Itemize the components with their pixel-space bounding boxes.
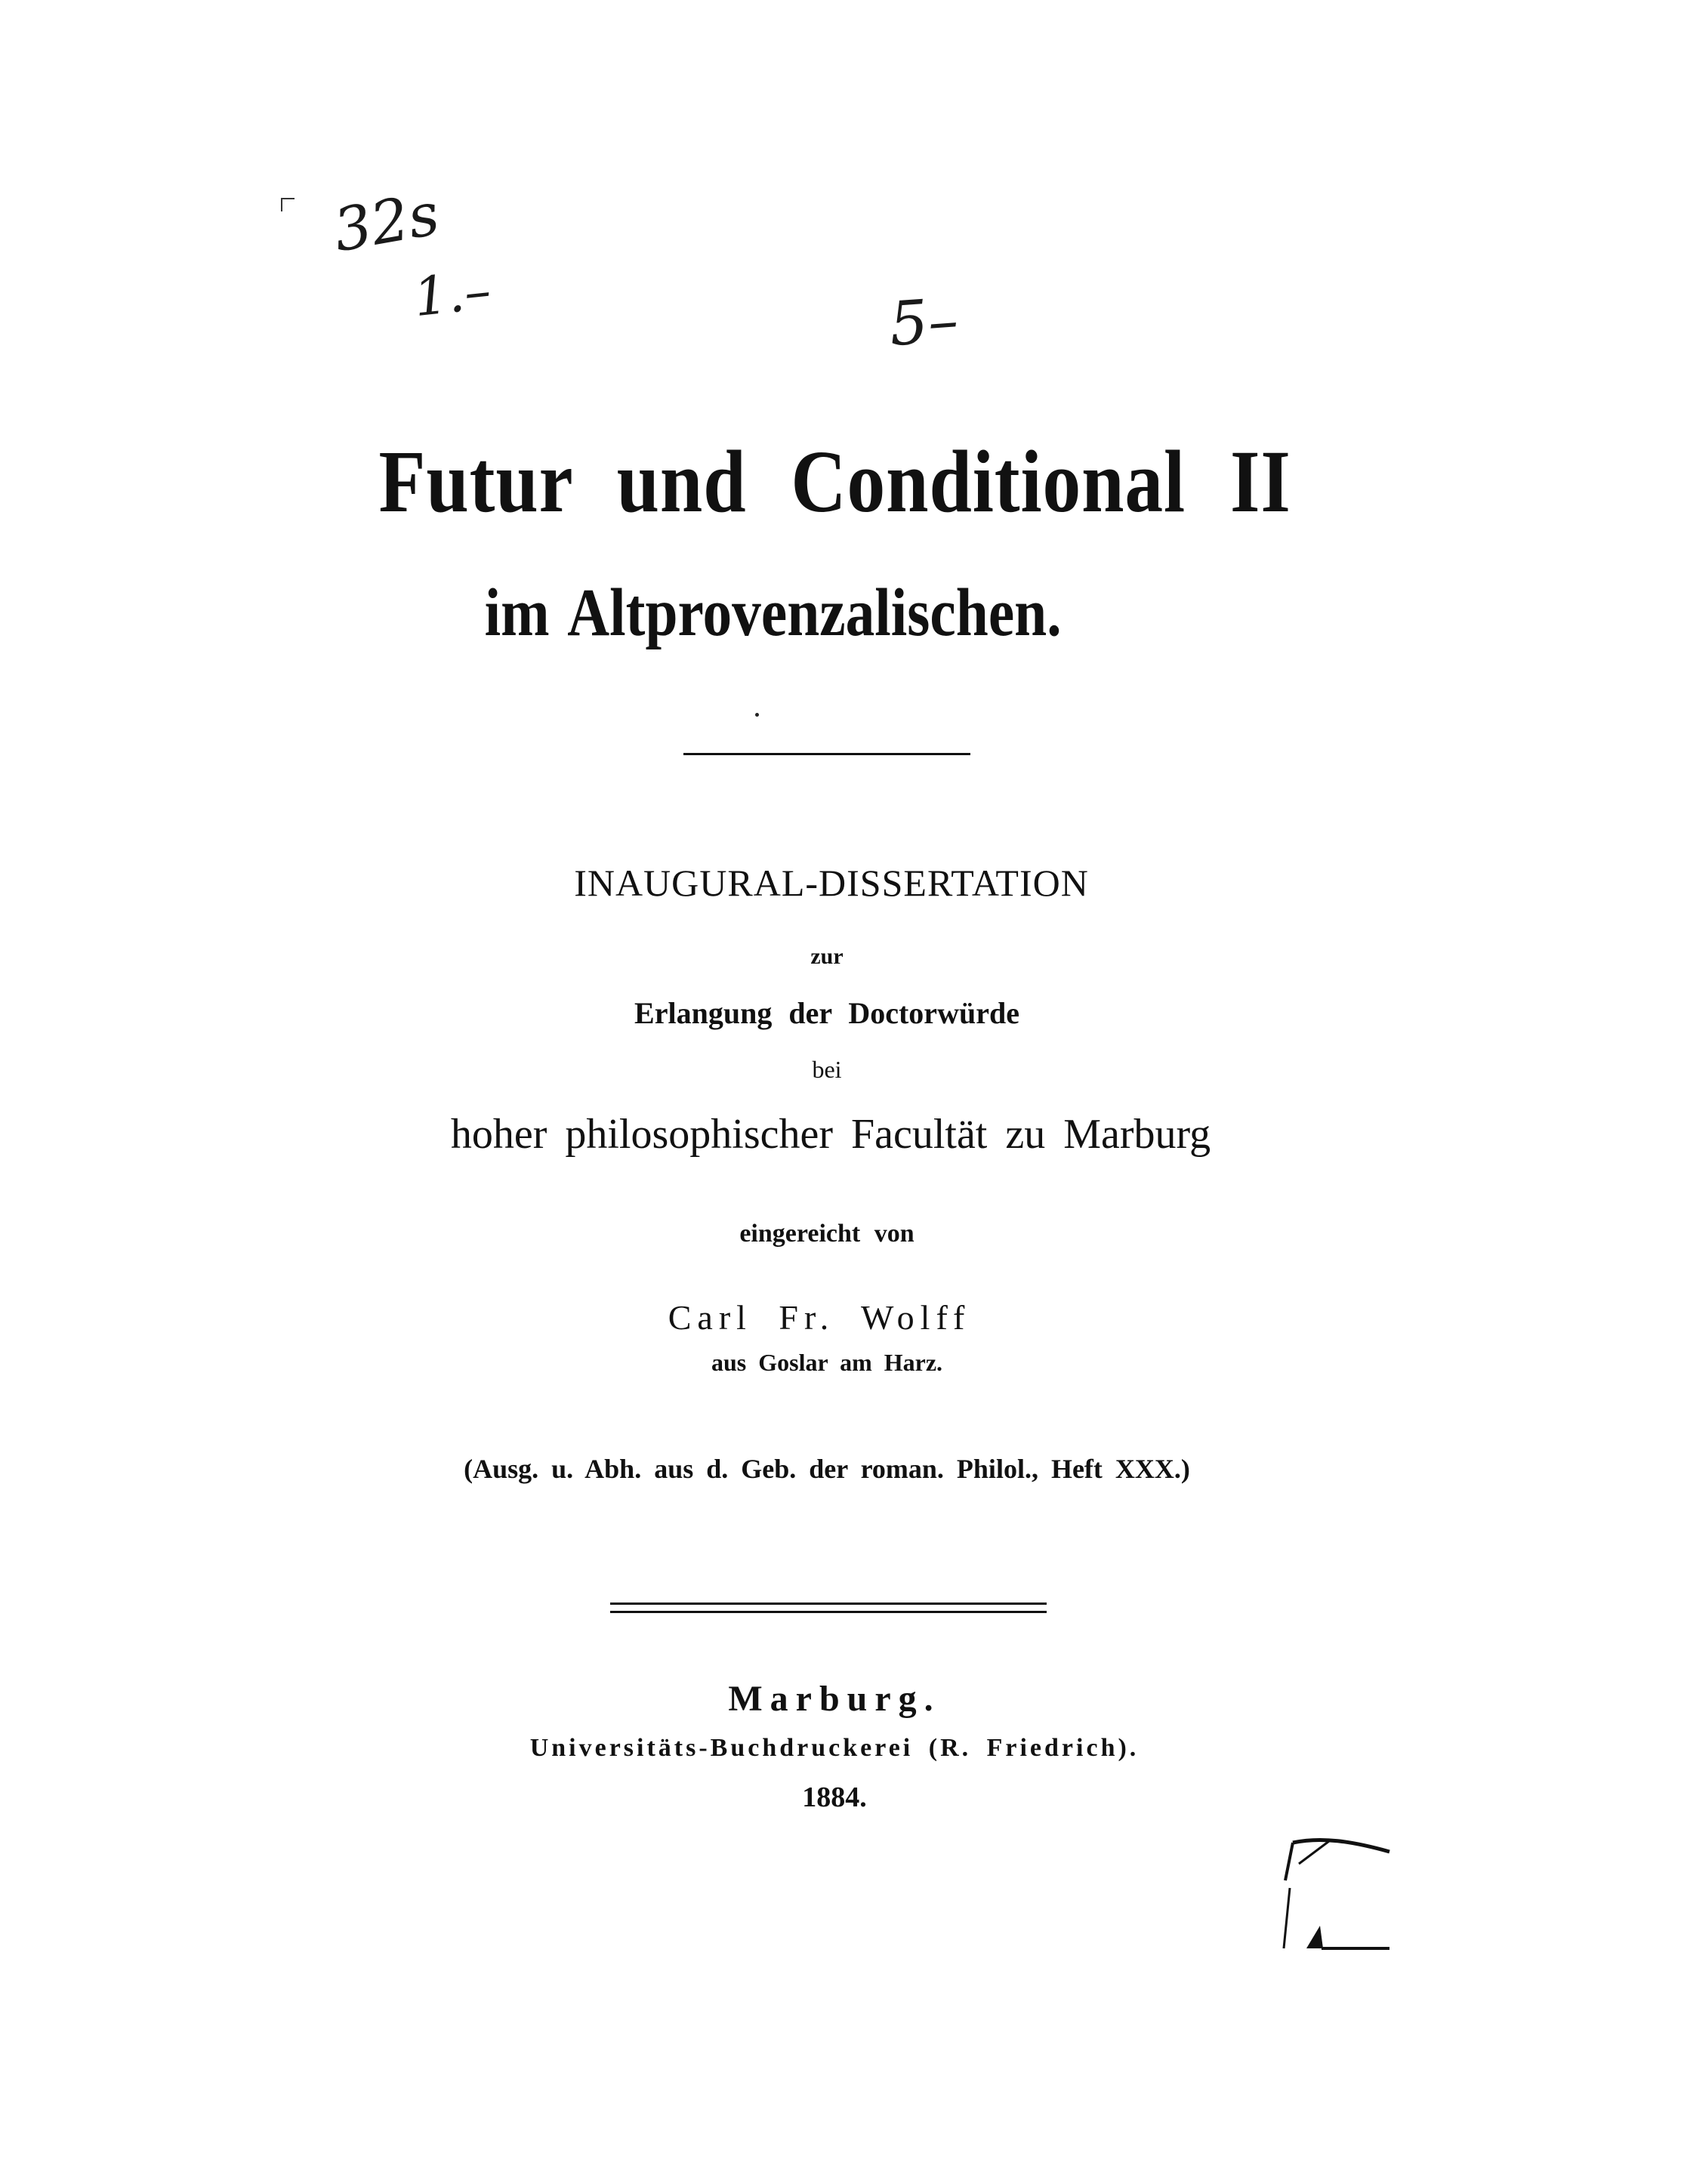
author-name: Carl Fr. Wolff (668, 1298, 971, 1337)
handwritten-shelf-mark: 32s (328, 180, 445, 266)
dissertation-bei: bei (812, 1056, 842, 1083)
author-origin: aus Goslar am Harz. (711, 1349, 943, 1376)
subtitle: im Altprovenzalischen. (484, 575, 1062, 650)
imprint-city: Marburg. (728, 1679, 941, 1719)
imprint-year: 1884. (802, 1781, 867, 1813)
print-speck (755, 713, 759, 717)
handwritten-number-mark: 5– (887, 284, 961, 360)
imprint-printer: Universitäts-Buchdruckerei (R. Friedrich). (529, 1734, 1140, 1762)
dissertation-zur: zur (810, 944, 844, 969)
library-stamp-mark (1276, 1835, 1397, 1971)
double-separator-rule (610, 1603, 1047, 1613)
corner-mark (281, 198, 295, 211)
dissertation-type: INAUGURAL-DISSERTATION (574, 862, 1089, 904)
series-note: (Ausg. u. Abh. aus d. Geb. der roman. Philol., Heft XXX.) (464, 1454, 1190, 1484)
dissertation-purpose: Erlangung der Doctorwürde (634, 996, 1019, 1030)
main-title: Futur und Conditional II (378, 432, 1291, 531)
dissertation-faculty: hoher philosophischer Facultät zu Marburg (450, 1111, 1211, 1158)
submitted-by-label: eingereicht von (739, 1220, 914, 1248)
handwritten-volume-mark: 1.– (410, 258, 494, 329)
separator-rule (683, 753, 970, 755)
